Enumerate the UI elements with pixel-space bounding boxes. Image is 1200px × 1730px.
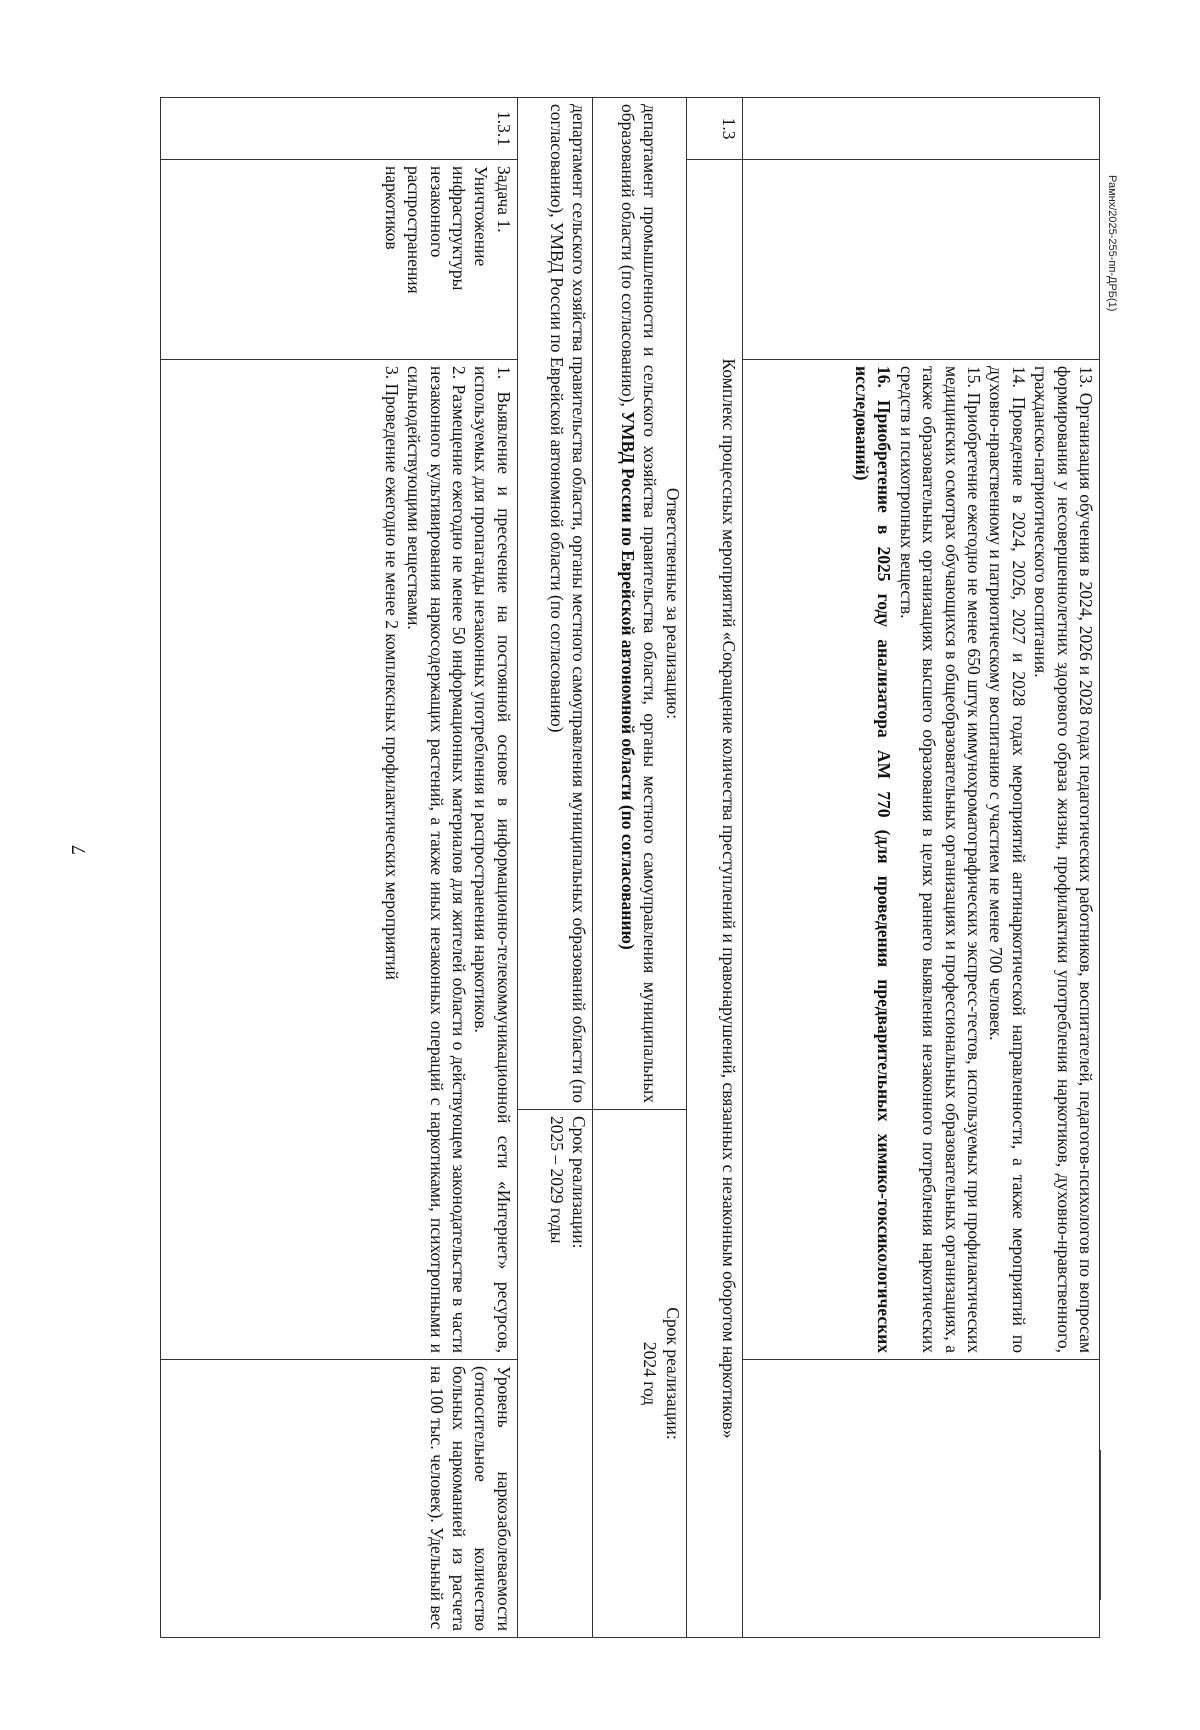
program-table (160, 97, 1100, 1638)
rotated-table-container (160, 97, 1100, 1637)
list-item: 13. Организация обучения в 2024, 2026 и 2028 годах педагогических работников, воспитателей, педагогов-психологов по вопросам формирования у несовершеннолетних здорового образа жизни, профилактики употребления наркотиков, духовно-нравственного, гражданско-патриотического воспитания. (1031, 366, 1096, 1354)
responsible-header: Ответственные за реализацию: (662, 487, 683, 720)
task-line: инфраструктуры (449, 166, 470, 291)
term-label: Срок реализации: (568, 1116, 589, 1249)
list-item: 15. Приобретение ежегодно не менее 650 штук иммунохроматографических экспресс-тестов, используемых при профилактических медицинских осмотрах обучающихся в общеобразовательных организациях и профессиональных образовательных организациях, а также образовательных организациях высшего образования в целях раннего выявления незаконного потребления наркотических средств и психотропных веществ. (896, 366, 985, 1354)
task-indicator: Уровень наркозаболеваемости (относительное количество больных наркоманией из расчета на 100 тыс. человек). Удельный вес (161, 1360, 518, 1638)
cell-empty-task (743, 160, 1100, 360)
list-item: 16. Приобретение в 2025 году анализатора АМ 770 (для проведения предварительных химико-токсикологических исследований) (852, 366, 895, 1354)
table-row-section-header (686, 98, 742, 1638)
table-row-continuation (743, 98, 1100, 1638)
responsible-cell-2024 (592, 98, 686, 1110)
list-item: 2. Размещение ежегодно не менее 50 информационных материалов для жителей области о действующем законодательстве в части незаконного культивирования наркосодержащих растений, а также иных незаконных операций с наркотиками, психотропными и сильнодействующими веществами. (404, 366, 470, 1354)
list-item: 3. Проведение ежегодно не менее 2 комплексных профилактических мероприятий (381, 366, 402, 980)
task-line: Уничтожение (471, 166, 492, 267)
term-value: 2024 год (640, 1341, 661, 1406)
term-cell-2024 (592, 1110, 686, 1638)
cell-activities-continued (743, 360, 1100, 1360)
task-title (161, 160, 518, 360)
list-item: 14. Проведение в 2024, 2026, 2027 и 2028 годах мероприятий антинаркотической направленности, а также мероприятий по духовно-нравственному и патриотическому воспитанию с участием не менее 700 человек. (986, 366, 1029, 1354)
task-line: Задача 1. (493, 166, 514, 233)
responsible-text: департамент промышленности и сельского хозяйства правительства области, органы местного самоуправления муниципальных образований области (по согласованию), (618, 104, 661, 1103)
page-number: 7 (68, 845, 90, 855)
term-value: 2025 – 2029 годы (546, 1116, 567, 1244)
section-title: Комплекс процессных мероприятий «Сокращение количества преступлений и правонарушений, связанных с незаконным оборотом наркотиков» (686, 160, 742, 1638)
task-activities (161, 360, 518, 1360)
table-row-responsible-2025 (517, 98, 592, 1638)
task-line: распространения (404, 166, 425, 294)
term-label: Срок реализации: (662, 1307, 683, 1440)
responsible-text-bold: УМВД России по Еврейской автономной области (по согласованию) (618, 411, 639, 950)
list-item: 1. Выявление и пресечение на постоянной основе в информационно-телекоммуникационной сети «Интернет» ресурсов, используемых для пропаганды незаконных употребления и распространения наркотиков. (471, 366, 514, 1354)
task-line: незаконного (426, 166, 447, 258)
table-row-task-1 (161, 98, 518, 1638)
cell-empty-indicator (743, 1360, 1100, 1638)
cell-empty-num (743, 98, 1100, 160)
task-line: наркотиков (381, 166, 402, 250)
term-cell-2025 (517, 1110, 592, 1638)
task-number: 1.3.1 (161, 98, 518, 160)
section-number: 1.3 (686, 98, 742, 160)
table-row-responsible-2024 (592, 98, 686, 1638)
footer-document-code: Рамнх/2025-255-пп-ДРБ(1) (1106, 175, 1118, 312)
footer-rule (1100, 1450, 1101, 1600)
responsible-cell-2025: департамент сельского хозяйства правительства области, органы местного самоуправления муниципальных образований области (по согласованию), УМВД России по Еврейской автономной области (по согласованию) (517, 98, 592, 1110)
